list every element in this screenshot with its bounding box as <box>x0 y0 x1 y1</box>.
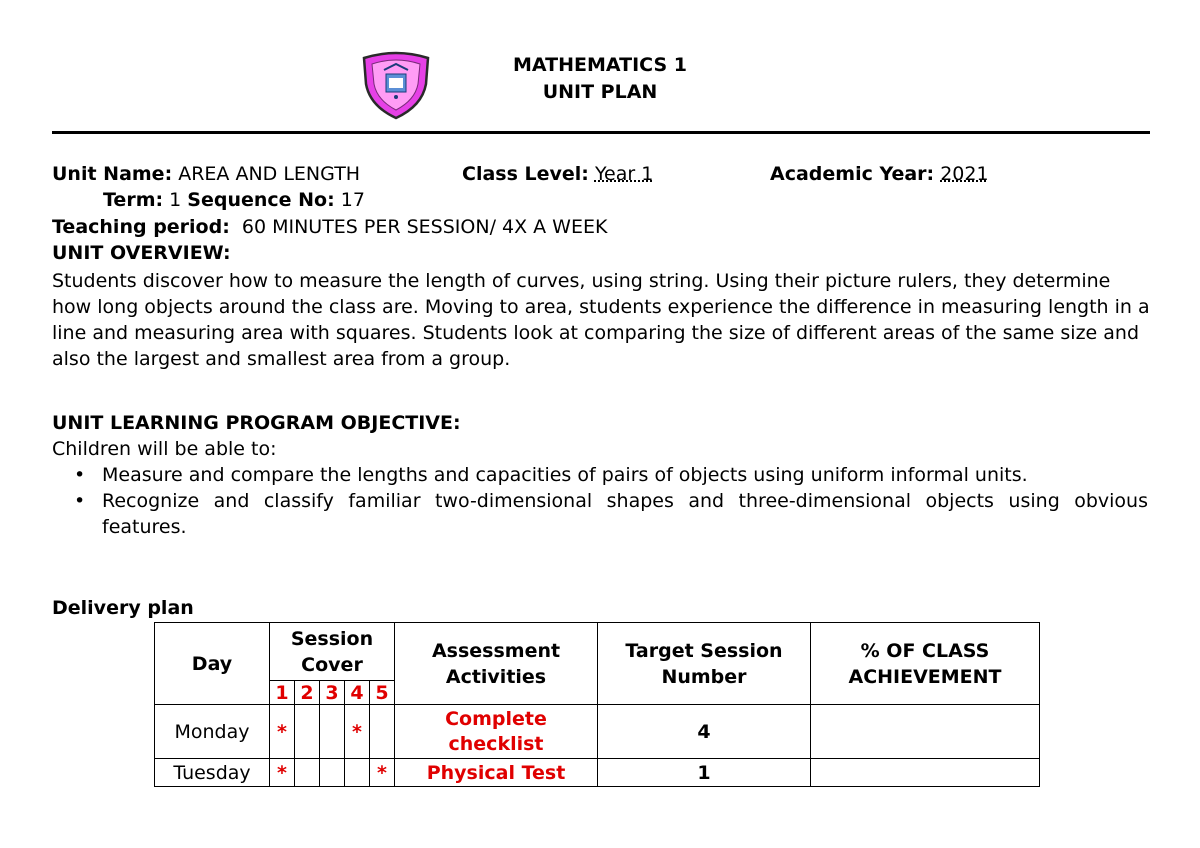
subject-title: MATHEMATICS 1 <box>513 54 687 76</box>
teaching-period-field <box>52 216 607 238</box>
academic-year-value: 2021 <box>940 163 989 185</box>
session-number: 2 <box>295 681 320 705</box>
session-mark: * <box>270 759 295 787</box>
col-header-assessment: Assessment Activities <box>395 623 598 705</box>
achievement-cell <box>811 759 1040 787</box>
session-number: 4 <box>345 681 370 705</box>
session-mark <box>320 759 345 787</box>
delivery-plan-table <box>154 622 1040 787</box>
col-header-target-session: Target Session Number <box>598 623 811 705</box>
delivery-plan-heading: Delivery plan <box>52 597 194 619</box>
col-header-session-cover: Session Cover <box>270 623 395 681</box>
overview-heading: UNIT OVERVIEW: <box>52 242 231 264</box>
session-number: 3 <box>320 681 345 705</box>
target-session-cell: 1 <box>598 759 811 787</box>
session-mark <box>295 705 320 759</box>
teaching-period-value: 60 MINUTES PER SESSION/ 4X A WEEK <box>241 216 608 238</box>
session-number: 1 <box>270 681 295 705</box>
academic-year-label: Academic Year: <box>770 163 935 185</box>
term-sequence-field <box>103 189 365 211</box>
overview-text: Students discover how to measure the length of curves, using string. Using their picture rulers, they determine how long objects around the class are. Moving to area, students experience the difference in measuring length in a line and measuring area with squares. Students look at comparing the size of different areas of the same size and also the largest and smallest area from a group. <box>52 270 1150 370</box>
objectives-list <box>52 462 1148 540</box>
term-value: 1 <box>169 189 182 211</box>
objective-item: • Measure and compare the lengths and capacities of pairs of objects using uniform informal units. <box>52 462 1148 488</box>
target-session-cell: 4 <box>598 705 811 759</box>
class-level-label: Class Level: <box>462 163 589 185</box>
unit-name-field <box>52 163 360 185</box>
session-mark <box>320 705 345 759</box>
objective-item: • Recognize and classify familiar two-dimensional shapes and three-dimensional objects using obvious features. <box>52 488 1148 540</box>
sequence-value: 17 <box>340 189 365 211</box>
session-mark: * <box>345 705 370 759</box>
assessment-cell: Complete checklist <box>395 705 598 759</box>
assessment-cell: Physical Test <box>395 759 598 787</box>
school-crest-logo <box>358 50 434 120</box>
col-header-achievement: % OF CLASS ACHIEVEMENT <box>811 623 1040 705</box>
col-header-day: Day <box>155 623 270 705</box>
table-row <box>155 705 1040 759</box>
objectives-heading: UNIT LEARNING PROGRAM OBJECTIVE: <box>52 412 461 434</box>
document-title: UNIT PLAN <box>542 81 658 103</box>
session-mark <box>370 705 395 759</box>
day-cell: Tuesday <box>155 759 270 787</box>
unit-name-label: Unit Name: <box>52 163 173 185</box>
academic-year-field <box>770 163 989 185</box>
achievement-cell <box>811 705 1040 759</box>
day-cell: Monday <box>155 705 270 759</box>
session-mark: * <box>270 705 295 759</box>
table-row <box>155 759 1040 787</box>
class-level-value: Year 1 <box>594 163 654 185</box>
session-mark: * <box>370 759 395 787</box>
class-level-field <box>462 163 737 185</box>
teaching-period-label: Teaching period: <box>52 216 230 238</box>
unit-name-value: AREA AND LENGTH <box>178 163 361 185</box>
objectives-intro: Children will be able to: <box>52 438 277 460</box>
sequence-label: Sequence No: <box>187 189 335 211</box>
header-divider <box>52 131 1150 134</box>
session-mark <box>295 759 320 787</box>
session-mark <box>345 759 370 787</box>
session-number: 5 <box>370 681 395 705</box>
term-label: Term: <box>103 189 164 211</box>
